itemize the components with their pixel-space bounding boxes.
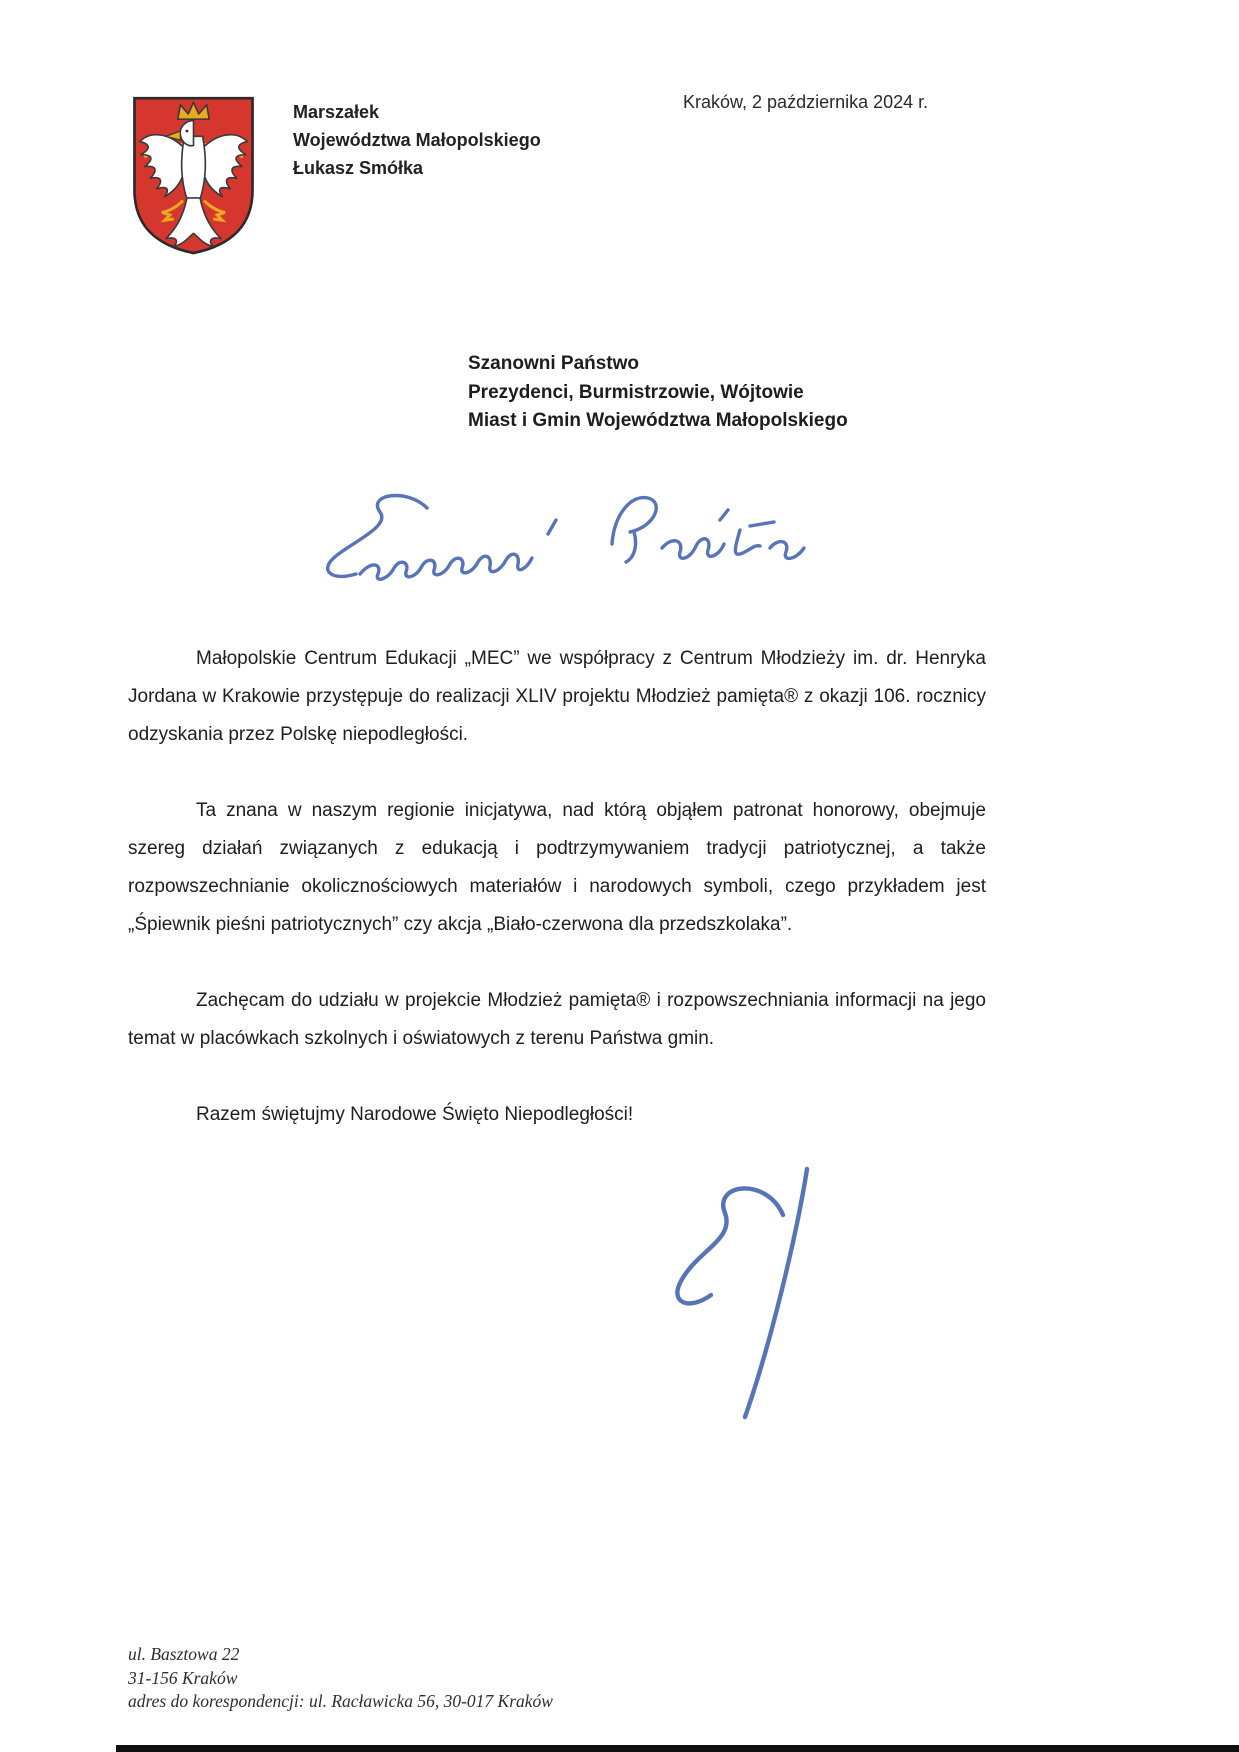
- footer-address: [128, 1643, 553, 1714]
- sender-name: Łukasz Smółka: [293, 158, 424, 178]
- footer-correspondence: adres do korespondencji: ul. Racławicka 56, 30-017 Kraków: [128, 1691, 553, 1711]
- paragraph: Ta znana w naszym regionie inicjatywa, nad którą objąłem patronat honorowy, obejmuje szereg działań związanych z edukacją i podtrzymywaniem tradycji patriotycznej, a także rozpowszechnianie okolicznościowych materiałów i narodowych symboli, czego przykładem jest „Śpiewnik pieśni patriotycznych” czy akcja „Biało-czerwona dla przedszkolaka”.: [128, 800, 986, 935]
- sender-block: [293, 98, 541, 182]
- sender-title: Marszałek: [293, 102, 380, 122]
- recipient-line: Miast i Gmin Województwa Małopolskiego: [468, 410, 848, 431]
- scan-edge-artifact: [116, 1745, 1239, 1752]
- footer-street: ul. Basztowa 22: [128, 1644, 240, 1664]
- recipient-line: Szanowni Państwo: [468, 353, 640, 374]
- sender-region: Województwa Małopolskiego: [293, 130, 541, 150]
- dateline: Kraków, 2 października 2024 r.: [683, 92, 929, 112]
- footer-city: 31-156 Kraków: [128, 1667, 238, 1688]
- signature-ink: [655, 1163, 827, 1425]
- handwritten-salutation: [312, 486, 817, 594]
- closing-line: Razem świętujmy Narodowe Święto Niepodległości!: [196, 1104, 634, 1125]
- letter-body: [128, 640, 986, 1134]
- paragraph: Małopolskie Centrum Edukacji „MEC” we współpracy z Centrum Młodzieży im. dr. Henryka Jordana w Krakowie przystępuje do realizacji XLIV projektu Młodzież pamięta® z okazji 106. rocznicy odzyskania przez Polskę niepodległości.: [128, 648, 986, 745]
- recipient-line: Prezydenci, Burmistrzowie, Wójtowie: [468, 381, 804, 403]
- paragraph: Zachęcam do udziału w projekcie Młodzież pamięta® i rozpowszechniania informacji na jego temat w placówkach szkolnych i oświatowych z terenu Państwa gmin.: [128, 990, 986, 1049]
- coat-of-arms-emblem: [127, 93, 260, 257]
- recipient-block: [468, 350, 848, 436]
